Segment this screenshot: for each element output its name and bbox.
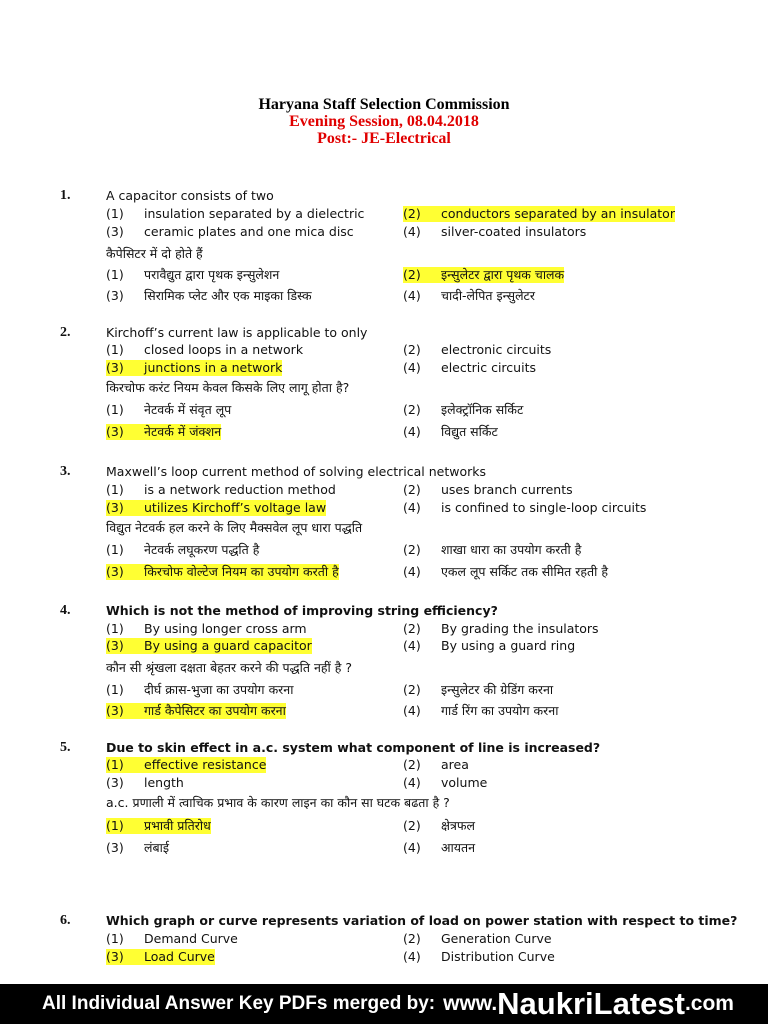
options-row: [0, 931, 768, 949]
options-row: [0, 342, 768, 360]
session-date: Evening Session, 08.04.2018: [289, 113, 479, 130]
hindi-options-row: [0, 564, 768, 582]
hindi-option-1: (1) दीर्घ क्रास-भुजा का उपयोग करना: [106, 682, 294, 697]
options-row: [0, 621, 768, 639]
hindi-option-1-correct: (1) प्रभावी प्रतिरोध: [106, 818, 211, 833]
question-text: Which is not the method of improving string efficiency?: [106, 603, 498, 618]
question-text-hindi: कैपेसिटर में दो होते हैं: [106, 246, 203, 261]
hindi-options-row: [0, 402, 768, 420]
option-4: (4) volume: [403, 775, 488, 790]
option-2: (2) electronic circuits: [403, 342, 552, 357]
option-3-correct: (3) utilizes Kirchoff’s voltage law: [106, 500, 327, 515]
hindi-option-4: (4) विद्युत सर्किट: [403, 424, 498, 439]
question-number: 3.: [60, 464, 71, 479]
question-text: Due to skin effect in a.c. system what component of line is increased?: [106, 740, 601, 755]
option-1: (1) insulation separated by a dielectric: [106, 206, 365, 221]
hindi-option-3: (3) सिरामिक प्लेट और एक माइका डिस्क: [106, 288, 312, 303]
footer-tld: .com: [684, 992, 734, 1015]
option-2-correct: (2) conductors separated by an insulator: [403, 206, 675, 221]
hindi-options-row: [0, 288, 768, 306]
options-row: [0, 482, 768, 500]
document-header: [0, 96, 768, 147]
option-2: (2) uses branch currents: [403, 482, 573, 497]
option-1: (1) closed loops in a network: [106, 342, 304, 357]
hindi-option-1: (1) नेटवर्क लघूकरण पद्धति है: [106, 542, 260, 557]
footer-brand-logo: NaukriLatest: [497, 986, 685, 1021]
hindi-option-1: (1) नेटवर्क में संवृत लूप: [106, 402, 232, 417]
hindi-option-4: (4) गार्ड रिंग का उपयोग करना: [403, 703, 559, 718]
hindi-option-4: (4) आयतन: [403, 840, 476, 855]
hindi-options-row: [0, 703, 768, 721]
question-number: 4.: [60, 603, 71, 618]
question-text: Kirchoff’s current law is applicable to only: [106, 325, 368, 340]
question-text-hindi: कौन सी श्रृंखला दक्षता बेहतर करने की पद्धति नहीं है ?: [106, 660, 352, 675]
options-row: [0, 757, 768, 775]
question-number: 5.: [60, 740, 71, 755]
question-text: A capacitor consists of two: [106, 188, 274, 203]
options-row: [0, 775, 768, 793]
question-number: 1.: [60, 188, 71, 203]
hindi-options-row: [0, 818, 768, 836]
options-row: [0, 949, 768, 967]
hindi-option-2: (2) शाखा धारा का उपयोग करती है: [403, 542, 582, 557]
hindi-options-row: [0, 682, 768, 700]
option-2: (2) area: [403, 757, 469, 772]
hindi-options-row: [0, 267, 768, 285]
hindi-option-3-correct: (3) किरचोफ वोल्टेज नियम का उपयोग करती है: [106, 564, 339, 579]
option-4: (4) electric circuits: [403, 360, 536, 375]
question-text-hindi: किरचोफ करंट नियम केवल किसके लिए लागू होता है?: [106, 380, 350, 395]
option-2: (2) Generation Curve: [403, 931, 552, 946]
hindi-options-row: [0, 424, 768, 442]
options-row: [0, 224, 768, 242]
post-title: Post:- JE-Electrical: [317, 130, 451, 147]
footer-lead-text: All Individual Answer Key PDFs merged by:: [42, 993, 436, 1014]
hindi-option-3-correct: (3) गार्ड कैपेसिटर का उपयोग करना: [106, 703, 286, 718]
options-row: [0, 638, 768, 656]
question-text: Maxwell’s loop current method of solving electrical networks: [106, 464, 486, 479]
option-3-correct: (3) junctions in a network: [106, 360, 283, 375]
hindi-option-4: (4) चादी-लेपित इन्सुलेटर: [403, 288, 535, 303]
question-text-hindi: a.c. प्रणाली में त्वाचिक प्रभाव के कारण लाइन का कौन सा घटक बढता है ?: [106, 795, 450, 810]
hindi-option-3: (3) लंबाई: [106, 840, 169, 855]
hindi-option-2: (2) इलेक्ट्रॉनिक सर्किट: [403, 402, 524, 417]
hindi-option-2-correct: (2) इन्सुलेटर द्वारा पृथक चालक: [403, 267, 565, 282]
footer-banner: [0, 984, 768, 1024]
option-1-correct: (1) effective resistance: [106, 757, 267, 772]
hindi-options-row: [0, 542, 768, 560]
hindi-option-2: (2) क्षेत्रफल: [403, 818, 475, 833]
option-4: (4) By using a guard ring: [403, 638, 576, 653]
option-1: (1) is a network reduction method: [106, 482, 336, 497]
option-1: (1) By using longer cross arm: [106, 621, 307, 636]
hindi-option-2: (2) इन्सुलेटर की ग्रेडिंग करना: [403, 682, 554, 697]
hindi-option-4: (4) एकल लूप सर्किट तक सीमित रहती है: [403, 564, 608, 579]
footer-www: www.: [443, 992, 498, 1015]
option-4: (4) silver-coated insulators: [403, 224, 587, 239]
question-text: Which graph or curve represents variation of load on power station with respect to time?: [106, 913, 738, 928]
option-3: (3) length: [106, 775, 184, 790]
options-row: [0, 360, 768, 378]
hindi-option-3-correct: (3) नेटवर्क में जंक्शन: [106, 424, 222, 439]
option-3: (3) ceramic plates and one mica disc: [106, 224, 354, 239]
option-4: (4) is confined to single-loop circuits: [403, 500, 647, 515]
question-number: 2.: [60, 325, 71, 340]
option-2: (2) By grading the insulators: [403, 621, 599, 636]
options-row: [0, 500, 768, 518]
options-row: [0, 206, 768, 224]
commission-title: Haryana Staff Selection Commission: [258, 96, 510, 113]
hindi-options-row: [0, 840, 768, 858]
option-1: (1) Demand Curve: [106, 931, 238, 946]
question-number: 6.: [60, 913, 71, 928]
option-4: (4) Distribution Curve: [403, 949, 555, 964]
option-3-correct: (3) By using a guard capacitor: [106, 638, 312, 653]
hindi-option-1: (1) परावैद्युत द्वारा पृथक इन्सुलेशन: [106, 267, 280, 282]
option-3-correct: (3) Load Curve: [106, 949, 215, 964]
question-text-hindi: विद्युत नेटवर्क हल करने के लिए मैक्सवेल लूप धारा पद्धति: [106, 520, 363, 535]
